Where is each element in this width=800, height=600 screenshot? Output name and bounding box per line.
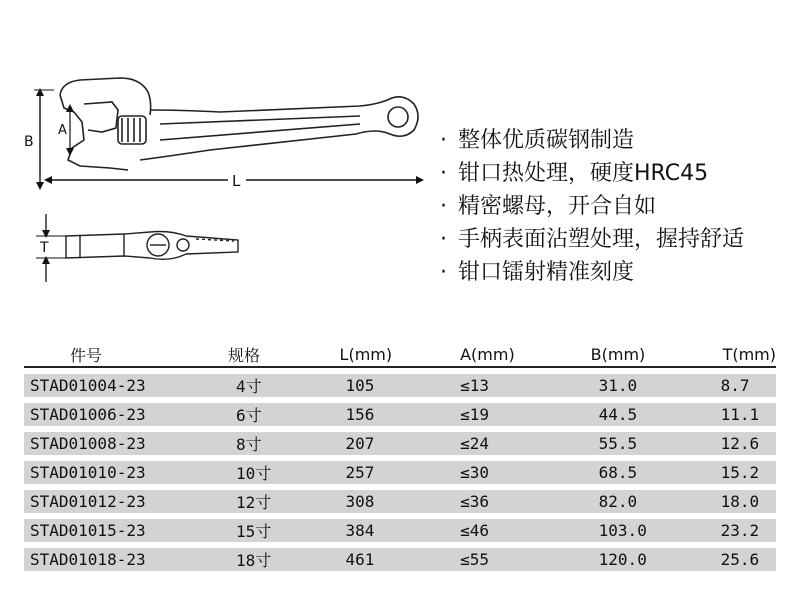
table-row: [24, 490, 776, 513]
wrench-top-view: [60, 78, 418, 170]
cell-jaw-opening: ≤24: [454, 432, 577, 455]
dimension-t-label: T: [40, 240, 49, 256]
table-row: [24, 374, 776, 397]
cell-size: 4寸: [212, 374, 326, 397]
cell-size: 15寸: [212, 519, 326, 542]
cell-part-number: STAD01012-23: [24, 490, 212, 513]
cell-head-width: 44.5: [577, 403, 715, 426]
cell-head-width: 68.5: [577, 461, 715, 484]
feature-item: · 钳口热处理，硬度HRC45: [440, 161, 709, 186]
table-row: [24, 403, 776, 426]
cell-length: 156: [326, 403, 455, 426]
cell-length: 461: [326, 548, 455, 571]
dimension-l-label: L: [232, 172, 241, 190]
cell-part-number: STAD01008-23: [24, 432, 212, 455]
cell-size: 10寸: [212, 461, 326, 484]
cell-size: 6寸: [212, 403, 326, 426]
wrench-diagram: [0, 0, 440, 300]
header-jaw-opening: A(mm): [454, 343, 577, 368]
cell-thickness: 12.6: [715, 432, 776, 455]
cell-jaw-opening: ≤46: [454, 519, 577, 542]
cell-length: 384: [326, 519, 455, 542]
table-header-row: [24, 343, 776, 368]
cell-jaw-opening: ≤36: [454, 490, 577, 513]
cell-length: 207: [326, 432, 455, 455]
cell-head-width: 120.0: [577, 548, 715, 571]
cell-head-width: 31.0: [577, 374, 715, 397]
feature-item: · 整体优质碳钢制造: [440, 128, 635, 153]
feature-item: · 钳口镭射精准刻度: [440, 260, 635, 285]
wrench-side-view: [66, 232, 238, 260]
table-row: [24, 461, 776, 484]
header-part-number: 件号: [24, 343, 212, 368]
cell-length: 105: [326, 374, 455, 397]
dimension-b-label: B: [24, 134, 34, 150]
cell-thickness: 23.2: [715, 519, 776, 542]
cell-size: 8寸: [212, 432, 326, 455]
cell-part-number: STAD01018-23: [24, 548, 212, 571]
table-row: [24, 548, 776, 571]
spec-table: [24, 337, 776, 577]
feature-list: [440, 124, 744, 289]
cell-length: 308: [326, 490, 455, 513]
cell-thickness: 18.0: [715, 490, 776, 513]
dimension-a-label: A: [58, 123, 67, 138]
cell-size: 12寸: [212, 490, 326, 513]
cell-head-width: 103.0: [577, 519, 715, 542]
cell-part-number: STAD01010-23: [24, 461, 212, 484]
cell-head-width: 82.0: [577, 490, 715, 513]
cell-length: 257: [326, 461, 455, 484]
cell-jaw-opening: ≤13: [454, 374, 577, 397]
header-size: 规格: [212, 343, 326, 368]
header-thickness: T(mm): [715, 343, 776, 368]
cell-jaw-opening: ≤55: [454, 548, 577, 571]
cell-part-number: STAD01015-23: [24, 519, 212, 542]
table-row: [24, 432, 776, 455]
cell-thickness: 11.1: [715, 403, 776, 426]
header-length: L(mm): [326, 343, 455, 368]
cell-size: 18寸: [212, 548, 326, 571]
table-row: [24, 519, 776, 542]
cell-thickness: 15.2: [715, 461, 776, 484]
cell-head-width: 55.5: [577, 432, 715, 455]
cell-jaw-opening: ≤30: [454, 461, 577, 484]
cell-thickness: 25.6: [715, 548, 776, 571]
header-head-width: B(mm): [577, 343, 715, 368]
cell-thickness: 8.7: [715, 374, 776, 397]
feature-item: · 手柄表面沾塑处理，握持舒适: [440, 227, 745, 252]
cell-part-number: STAD01006-23: [24, 403, 212, 426]
cell-jaw-opening: ≤19: [454, 403, 577, 426]
feature-item: · 精密螺母，开合自如: [440, 194, 657, 219]
cell-part-number: STAD01004-23: [24, 374, 212, 397]
